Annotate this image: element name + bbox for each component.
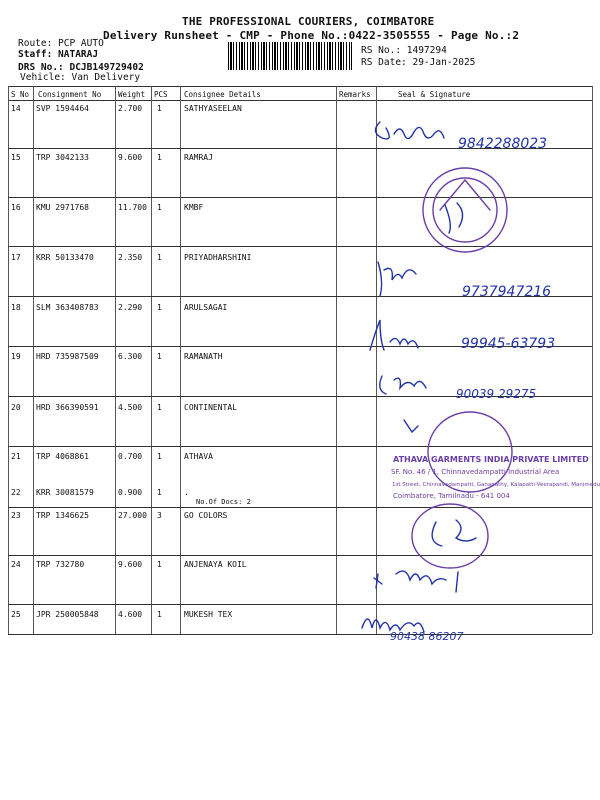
row-weight: 4.600 <box>118 610 143 619</box>
row-pcs: 1 <box>157 452 162 461</box>
row-sno: 19 <box>11 352 21 361</box>
row-sno: 18 <box>11 303 21 312</box>
row-sno: 14 <box>11 104 21 113</box>
col-header-weight: Weight <box>118 90 146 99</box>
signature-row-17 <box>378 262 416 296</box>
row-consignment: TRP 3042133 <box>36 153 89 162</box>
row-consignee: CONTINENTAL <box>184 403 237 412</box>
row-consignment: KMU 2971768 <box>36 203 89 212</box>
row-consignment: KRR 50133470 <box>36 253 94 262</box>
row-consignment: HRD 735987509 <box>36 352 99 361</box>
row-consignment: SVP 1594464 <box>36 104 89 113</box>
col-header-remarks: Remarks <box>339 90 371 99</box>
row-pcs: 1 <box>157 403 162 412</box>
row-sno: 20 <box>11 403 21 412</box>
staff-label: Staff: NATARAJ <box>18 49 99 60</box>
docs-note: No.Of Docs: 2 <box>196 498 251 506</box>
phone-row-25: 90438 86207 <box>390 630 464 643</box>
row-sno: 23 <box>11 511 21 520</box>
row-consignee: RAMRAJ <box>184 153 213 162</box>
row-weight: 27.000 <box>118 511 147 520</box>
drs-number: DRS No.: DCJB149729402 <box>18 62 144 73</box>
row-pcs: 1 <box>157 610 162 619</box>
phone-row-17: 9737947216 <box>462 284 552 300</box>
row-weight: 11.700 <box>118 203 147 212</box>
row-weight: 9.600 <box>118 153 143 162</box>
row-pcs: 3 <box>157 511 162 520</box>
row-weight: 2.290 <box>118 303 143 312</box>
route-label: Route: PCP AUTO <box>18 38 104 49</box>
row-weight: 0.700 <box>118 452 143 461</box>
row-pcs: 1 <box>157 104 162 113</box>
row-pcs: 1 <box>157 253 162 262</box>
row-consignment: KRR 30081579 <box>36 488 94 497</box>
row-sno: 15 <box>11 153 21 162</box>
row-sno: 17 <box>11 253 21 262</box>
signature-row-20 <box>404 420 418 432</box>
phone-row-18: 99945-63793 <box>461 336 556 352</box>
row-consignee: KMBF <box>184 203 204 212</box>
row-consignee: . <box>184 488 189 497</box>
col-header-sno: S No <box>11 90 30 99</box>
col-header-seal: Seal & Signature <box>398 90 471 99</box>
row-weight: 6.300 <box>118 352 143 361</box>
signature-row-19 <box>380 376 426 394</box>
row-consignee: MUKESH TEX <box>184 610 233 619</box>
col-header-pcs: PCS <box>154 90 168 99</box>
row-weight: 4.500 <box>118 403 143 412</box>
row-pcs: 1 <box>157 153 162 162</box>
row-consignee: ATHAVA <box>184 452 213 461</box>
row-sno: 21 <box>11 452 21 461</box>
seal-row-23 <box>412 504 488 568</box>
row-consignment: TRP 4068861 <box>36 452 89 461</box>
col-header-consignment: Consignment No <box>38 90 102 99</box>
row-consignment: TRP 1346625 <box>36 511 89 520</box>
row-consignee: SATHYASEELAN <box>184 104 242 113</box>
stamp-line-4: Coimbatore, Tamilnadu - 641 004 <box>393 492 510 500</box>
row-consignee: PRIYADHARSHINI <box>184 253 252 262</box>
row-consignment: SLM 363408783 <box>36 303 99 312</box>
row-pcs: 1 <box>157 488 162 497</box>
vehicle-label: Vehicle: Van Delivery <box>20 72 141 83</box>
stamp-line-2: SF. No. 46 / 1, Chinnavedampatti Industrial Area <box>391 468 560 476</box>
company-stamp <box>428 412 512 492</box>
row-weight: 2.700 <box>118 104 143 113</box>
row-sno: 16 <box>11 203 21 212</box>
row-consignment: HRD 366390591 <box>36 403 99 412</box>
row-weight: 9.600 <box>118 560 143 569</box>
row-consignment: JPR 250005848 <box>36 610 99 619</box>
phone-row-14: 9842288023 <box>458 136 548 152</box>
row-sno: 24 <box>11 560 21 569</box>
signature-row-18 <box>370 320 418 350</box>
row-consignee: GO COLORS <box>184 511 228 520</box>
row-consignee: ANJENAYA KOIL <box>184 560 247 569</box>
row-weight: 2.350 <box>118 253 143 262</box>
company-title: THE PROFESSIONAL COURIERS, COIMBATORE <box>182 15 435 28</box>
stamp-line-3: 1st Street, Chinnavedampatti, Ganapathy, Kalapatti-Veerapandi, Manimedu <box>392 482 600 488</box>
row-pcs: 1 <box>157 352 162 361</box>
rs-date: RS Date: 29-Jan-2025 <box>361 57 476 68</box>
row-pcs: 1 <box>157 560 162 569</box>
phone-row-19: 90039 29275 <box>456 387 537 401</box>
row-pcs: 1 <box>157 203 162 212</box>
signature-row-14 <box>375 122 444 139</box>
row-weight: 0.900 <box>118 488 143 497</box>
row-consignee: ARULSAGAI <box>184 303 228 312</box>
row-consignment: TRP 732780 <box>36 560 85 569</box>
stamp-line-1: ATHAVA GARMENTS INDIA PRIVATE LIMITED <box>393 455 589 464</box>
row-consignee: RAMANATH <box>184 352 223 361</box>
row-sno: 22 <box>11 488 21 497</box>
row-sno: 25 <box>11 610 21 619</box>
signature-row-24 <box>374 571 458 592</box>
runsheet-subtitle: Delivery Runsheet - CMP - Phone No.:0422-3505555 - Page No.:2 <box>103 29 520 42</box>
row-pcs: 1 <box>157 303 162 312</box>
rs-number: RS No.: 1497294 <box>361 45 447 56</box>
col-header-consignee: Consignee Details <box>184 90 261 99</box>
